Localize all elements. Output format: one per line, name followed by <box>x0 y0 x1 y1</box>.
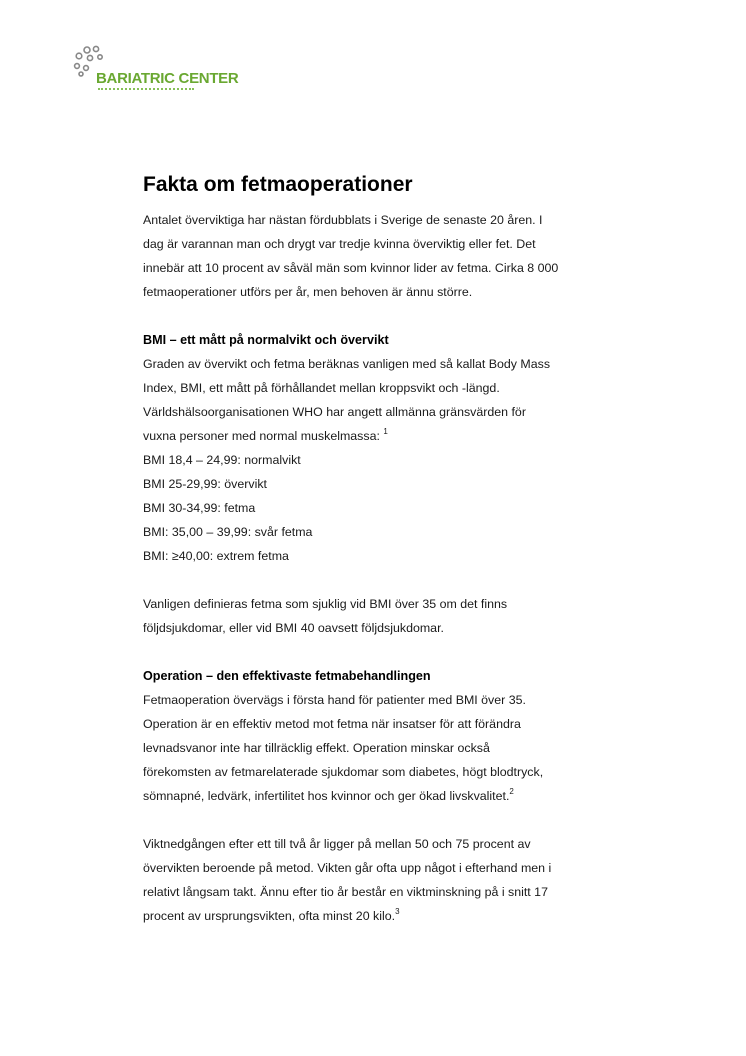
operation-line: Operation är en effektiv metod mot fetma när insatser för att förändra <box>143 717 521 731</box>
definition-line: följdsjukdomar, eller vid BMI 40 oavsett följdsjukdomar. <box>143 621 444 635</box>
bmi-category: BMI 30-34,99: fetma <box>143 501 256 515</box>
weight-loss-line: övervikten beroende på metod. Vikten går ofta upp något i efterhand men i <box>143 861 552 875</box>
logo-subline <box>98 88 194 92</box>
bmi-category: BMI: 35,00 – 39,99: svår fetma <box>143 525 313 539</box>
intro-line: Antalet överviktiga har nästan fördubblats i Sverige de senaste 20 åren. I <box>143 213 543 227</box>
bmi-heading: BMI – ett mått på normalvikt och övervikt <box>143 333 389 347</box>
logo-text: BARIATRIC CENTER <box>96 70 239 87</box>
logo <box>72 44 262 94</box>
weight-loss-line <box>143 904 623 928</box>
footnote-marker: 2 <box>509 787 514 796</box>
definition-paragraph <box>143 592 623 640</box>
intro-line: fetmaoperationer utförs per år, men behoven är ännu större. <box>143 285 473 299</box>
operation-line-text: sömnapné, ledvärk, infertilitet hos kvinnor och ger ökad livskvalitet. <box>143 789 510 803</box>
definition-line: Vanligen definieras fetma som sjuklig vid BMI över 35 om det finns <box>143 597 508 611</box>
intro-line: dag är varannan man och drygt var tredje kvinna överviktig eller fet. Det <box>143 237 536 251</box>
operation-line <box>143 784 623 808</box>
bmi-category: BMI 25-29,99: övervikt <box>143 477 267 491</box>
bmi-line: Index, BMI, ett mått på förhållandet mellan kroppsvikt och -längd. <box>143 381 500 395</box>
operation-heading: Operation – den effektivaste fetmabehandlingen <box>143 669 431 683</box>
bmi-line <box>143 424 623 448</box>
bmi-paragraph <box>143 352 623 568</box>
operation-line: förekomsten av fetmarelaterade sjukdomar som diabetes, högt blodtryck, <box>143 765 544 779</box>
footnote-marker: 3 <box>395 907 400 916</box>
page-title: Fakta om fetmaoperationer <box>143 173 413 196</box>
document-body <box>143 170 623 928</box>
weight-loss-line: relativt långsam takt. Ännu efter tio år består en viktminskning på i snitt 17 <box>143 885 548 899</box>
bmi-line-text: vuxna personer med normal muskelmassa: <box>143 429 380 443</box>
footnote-marker: 1 <box>383 427 388 436</box>
operation-line: Fetmaoperation övervägs i första hand för patienter med BMI över 35. <box>143 693 526 707</box>
weight-loss-paragraph <box>143 832 623 928</box>
bmi-category: BMI 18,4 – 24,99: normalvikt <box>143 453 301 467</box>
intro-line: innebär att 10 procent av såväl män som kvinnor lider av fetma. Cirka 8 000 <box>143 261 559 275</box>
weight-loss-line: Viktnedgången efter ett till två år ligger på mellan 50 och 75 procent av <box>143 837 531 851</box>
bmi-line: Världshälsoorganisationen WHO har angett allmänna gränsvärden för <box>143 405 526 419</box>
operation-paragraph <box>143 688 623 808</box>
intro-paragraph <box>143 208 623 304</box>
bmi-line: Graden av övervikt och fetma beräknas vanligen med så kallat Body Mass <box>143 357 551 371</box>
bmi-category: BMI: ≥40,00: extrem fetma <box>143 549 289 563</box>
operation-line: levnadsvanor inte har tillräcklig effekt. Operation minskar också <box>143 741 490 755</box>
weight-loss-line-text: procent av ursprungsvikten, ofta minst 20 kilo. <box>143 909 396 923</box>
